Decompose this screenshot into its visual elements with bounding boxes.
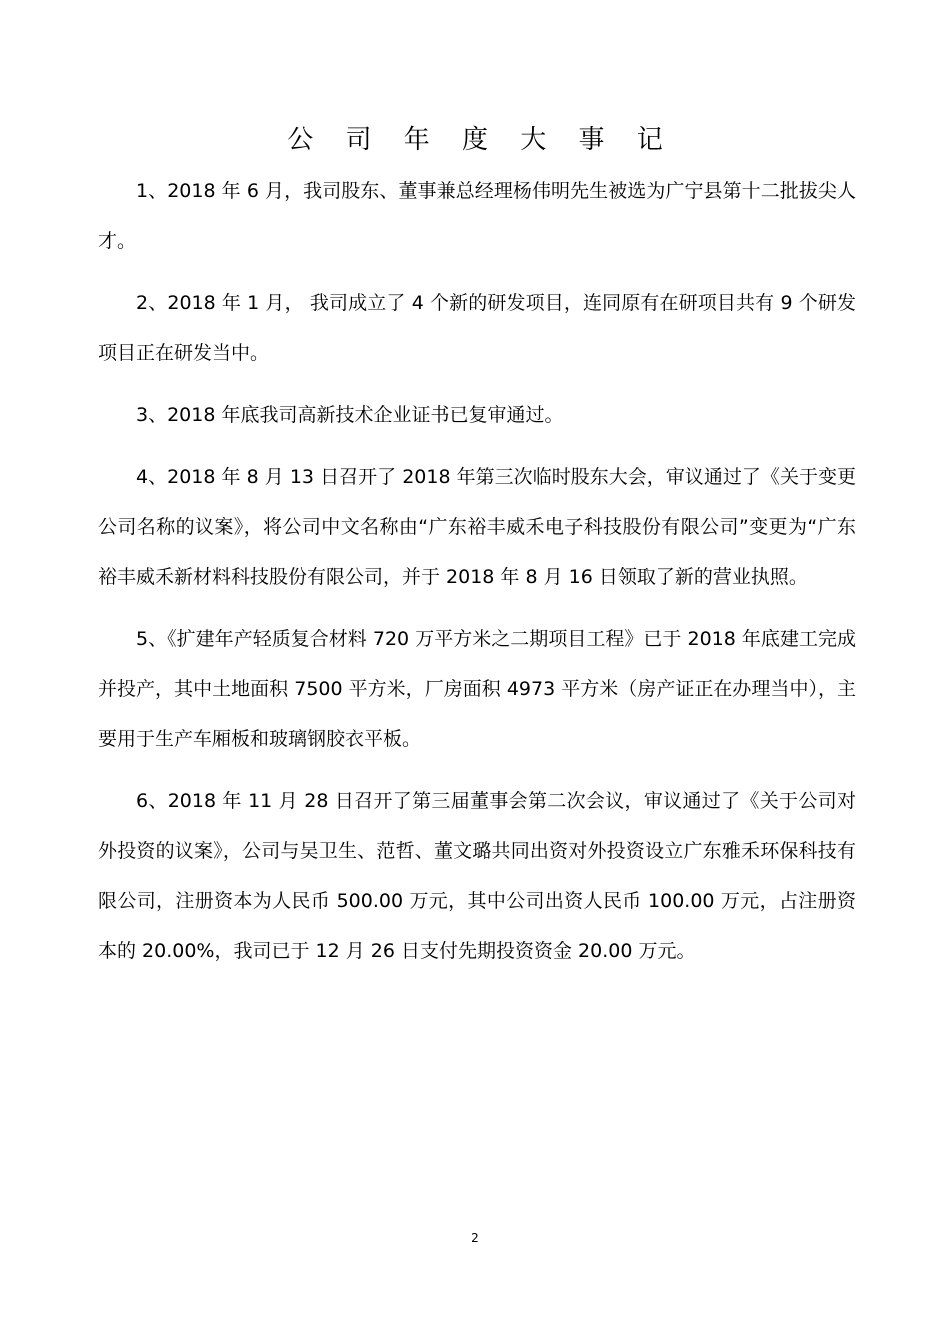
paragraph-1: 1、2018 年 6 月，我司股东、董事兼总经理杨伟明先生被选为广宁县第十二批拔尖人才。 — [98, 180, 856, 252]
page-title: 公 司 年 度 大 事 记 — [287, 125, 675, 155]
paragraph-2: 2、2018 年 1 月， 我司成立了 4 个新的研发项目，连同原有在研项目共有 9 个研发项目正在研发当中。 — [98, 292, 856, 364]
document-body — [98, 166, 856, 976]
paragraph-6: 6、2018 年 11 月 28 日召开了第三届董事会第二次会议，审议通过了《关于公司对外投资的议案》，公司与吴卫生、范哲、董文璐共同出资对外投资设立广东雅禾环保科技有限公司，注册资本为人民币 500.00 万元，其中公司出资人民币 100.00 万元，占注册资本的 20.00%，我司已于 12 月 26 日支付先期投资资金 20.00 万元。 — [98, 790, 856, 962]
paragraph-3: 3、2018 年底我司高新技术企业证书已复审通过。 — [136, 404, 564, 426]
paragraph-4: 4、2018 年 8 月 13 日召开了 2018 年第三次临时股东大会，审议通过了《关于变更公司名称的议案》，将公司中文名称由“广东裕丰威禾电子科技股份有限公司”变更为“广东裕丰威禾新材料科技股份有限公司，并于 2018 年 8 月 16 日领取了新的营业执照。 — [98, 466, 856, 588]
paragraph-5: 5、《扩建年产轻质复合材料 720 万平方米之二期项目工程》已于 2018 年底建工完成并投产，其中土地面积 7500 平方米，厂房面积 4973 平方米（房产证正在办理当中），主要用于生产车厢板和玻璃钢胶衣平板。 — [98, 628, 856, 750]
page-number: 2 — [471, 1231, 479, 1245]
